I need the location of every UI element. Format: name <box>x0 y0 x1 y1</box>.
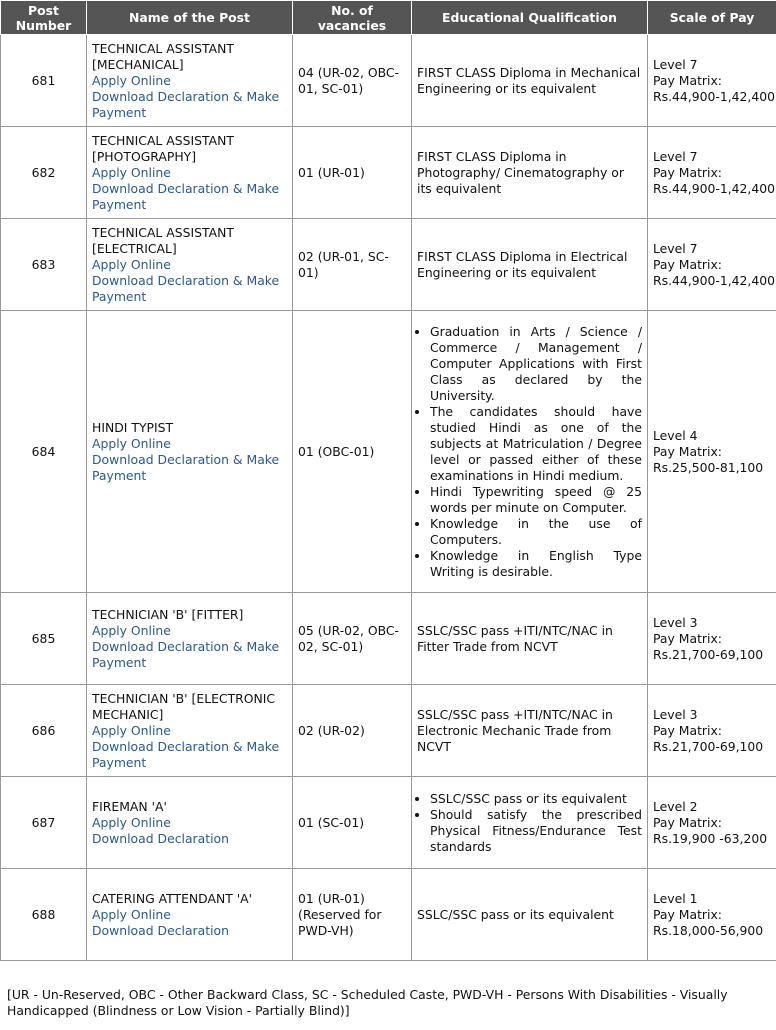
pay-matrix-label: Pay Matrix: <box>653 164 722 180</box>
post-name: [PHOTOGRAPHY] <box>92 148 197 164</box>
download-declaration-link[interactable]: Download Declaration & Make Payment <box>92 180 280 212</box>
pay-range: Rs.44,900-1,42,400 <box>653 180 776 196</box>
pay-level: Level 7 <box>653 148 698 164</box>
apply-online-link[interactable]: Apply Online <box>92 622 171 638</box>
vacancies: 02 (UR-01, SC-01) <box>293 219 412 311</box>
apply-online-link[interactable]: Apply Online <box>92 906 171 922</box>
qualification <box>412 777 648 869</box>
post-name: TECHNICAL ASSISTANT <box>92 132 234 148</box>
qualification-list <box>417 791 642 855</box>
pay-scale <box>648 685 776 777</box>
pay-range: Rs.18,000-56,900 <box>653 922 764 938</box>
table-row <box>1 685 776 777</box>
apply-online-link[interactable]: Apply Online <box>92 814 171 830</box>
vacancies: 01 (UR-01) <box>293 127 412 219</box>
apply-online-link[interactable]: Apply Online <box>92 164 171 180</box>
post-name: TECHNICAL ASSISTANT <box>92 224 234 240</box>
pay-level: Level 4 <box>653 427 698 443</box>
vacancies: 04 (UR-02, OBC-01, SC-01) <box>293 35 412 127</box>
pay-matrix-label: Pay Matrix: <box>653 906 722 922</box>
table-row <box>1 777 776 869</box>
pay-range: Rs.21,700-69,100 <box>653 738 764 754</box>
footnote: [UR - Un-Reserved, OBC - Other Backward Class, SC - Scheduled Caste, PWD-VH - Persons With Disabilities - Visually Handicapped (Blindness or Low Vision - Partially Blind)] <box>0 960 776 1019</box>
pay-range: Rs.21,700-69,100 <box>653 646 764 662</box>
post-name-cell <box>87 869 293 961</box>
table-header-row <box>1 1 776 35</box>
qualification: SSLC/SSC pass or its equivalent <box>412 869 648 961</box>
vacancies: 01 (SC-01) <box>293 777 412 869</box>
post-number: 685 <box>1 593 87 685</box>
post-name: CATERING ATTENDANT 'A' <box>92 890 253 906</box>
qualification: SSLC/SSC pass +ITI/NTC/NAC in Fitter Trade from NCVT <box>412 593 648 685</box>
vacancies: 02 (UR-02) <box>293 685 412 777</box>
header-vacancies: No. of vacancies <box>293 1 412 35</box>
download-declaration-link[interactable]: Download Declaration & Make Payment <box>92 272 280 304</box>
table-row <box>1 219 776 311</box>
qualification-item: • Hindi Typewriting speed @ 25 words per minute on Computer. <box>430 484 642 516</box>
download-declaration-link[interactable]: Download Declaration & Make Payment <box>92 638 280 670</box>
post-name-cell <box>87 593 293 685</box>
qualification <box>412 311 648 593</box>
pay-matrix-label: Pay Matrix: <box>653 256 722 272</box>
post-number: 683 <box>1 219 87 311</box>
post-name: TECHNICIAN 'B' [FITTER] <box>92 606 244 622</box>
qualification: FIRST CLASS Diploma in Photography/ Cinematography or its equivalent <box>412 127 648 219</box>
qualification-item: • Knowledge in the use of Computers. <box>430 516 642 548</box>
pay-scale <box>648 127 776 219</box>
post-name-cell <box>87 311 293 593</box>
download-declaration-link[interactable]: Download Declaration & Make Payment <box>92 451 280 483</box>
pay-matrix-label: Pay Matrix: <box>653 72 722 88</box>
pay-range: Rs.44,900-1,42,400 <box>653 88 776 104</box>
table-row <box>1 35 776 127</box>
pay-scale <box>648 219 776 311</box>
pay-level: Level 1 <box>653 890 698 906</box>
post-name: TECHNICIAN 'B' [ELECTRONIC MECHANIC] <box>92 690 276 722</box>
pay-matrix-label: Pay Matrix: <box>653 630 722 646</box>
download-declaration-link[interactable]: Download Declaration & Make Payment <box>92 88 280 120</box>
qualification-item: • Knowledge in English Type Writing is desirable. <box>430 548 642 580</box>
pay-scale <box>648 777 776 869</box>
apply-online-link[interactable]: Apply Online <box>92 435 171 451</box>
qualification-list <box>417 324 642 580</box>
vacancies: 01 (OBC-01) <box>293 311 412 593</box>
pay-range: Rs.19,900 -63,200 <box>653 830 768 846</box>
post-number: 681 <box>1 35 87 127</box>
header-qualification: Educational Qualification <box>412 1 648 35</box>
post-name: TECHNICAL ASSISTANT <box>92 40 234 56</box>
qualification-item: • The candidates should have studied Hindi as one of the subjects at Matriculation / Degree level or passed either of these examinations in Hindi medium. <box>430 404 642 484</box>
apply-online-link[interactable]: Apply Online <box>92 722 171 738</box>
apply-online-link[interactable]: Apply Online <box>92 256 171 272</box>
table-row <box>1 593 776 685</box>
vacancies: 01 (UR-01) (Reserved for PWD-VH) <box>293 869 412 961</box>
post-number: 688 <box>1 869 87 961</box>
pay-level: Level 3 <box>653 706 698 722</box>
pay-range: Rs.44,900-1,42,400 <box>653 272 776 288</box>
qualification-item: • Should satisfy the prescribed Physical Fitness/Endurance Test standards <box>430 807 642 855</box>
post-number: 684 <box>1 311 87 593</box>
qualification-item: • Graduation in Arts / Science / Commerce / Management / Computer Applications with First Class as declared by the University. <box>430 324 642 404</box>
pay-matrix-label: Pay Matrix: <box>653 722 722 738</box>
table-row <box>1 311 776 593</box>
pay-range: Rs.25,500-81,100 <box>653 459 764 475</box>
pay-scale <box>648 593 776 685</box>
post-name: FIREMAN 'A' <box>92 798 167 814</box>
pay-level: Level 7 <box>653 240 698 256</box>
pay-level: Level 3 <box>653 614 698 630</box>
table-row <box>1 869 776 961</box>
post-name: HINDI TYPIST <box>92 419 174 435</box>
pay-scale <box>648 35 776 127</box>
post-name-cell <box>87 127 293 219</box>
post-number: 687 <box>1 777 87 869</box>
pay-scale <box>648 869 776 961</box>
post-name-cell <box>87 685 293 777</box>
qualification: FIRST CLASS Diploma in Electrical Engineering or its equivalent <box>412 219 648 311</box>
download-declaration-link[interactable]: Download Declaration <box>92 830 229 846</box>
qualification-item: • SSLC/SSC pass or its equivalent <box>430 791 642 807</box>
pay-level: Level 2 <box>653 798 698 814</box>
pay-matrix-label: Pay Matrix: <box>653 814 722 830</box>
post-name-cell <box>87 777 293 869</box>
post-number: 686 <box>1 685 87 777</box>
post-name-cell <box>87 219 293 311</box>
header-name: Name of the Post <box>87 1 293 35</box>
pay-level: Level 7 <box>653 56 698 72</box>
header-pay: Scale of Pay <box>648 1 776 35</box>
table-row <box>1 127 776 219</box>
pay-scale <box>648 311 776 593</box>
qualification: FIRST CLASS Diploma in Mechanical Engineering or its equivalent <box>412 35 648 127</box>
post-number: 682 <box>1 127 87 219</box>
post-name-cell <box>87 35 293 127</box>
qualification: SSLC/SSC pass +ITI/NTC/NAC in Electronic Mechanic Trade from NCVT <box>412 685 648 777</box>
download-declaration-link[interactable]: Download Declaration <box>92 922 229 938</box>
pay-matrix-label: Pay Matrix: <box>653 443 722 459</box>
apply-online-link[interactable]: Apply Online <box>92 72 171 88</box>
post-name: [ELECTRICAL] <box>92 240 177 256</box>
download-declaration-link[interactable]: Download Declaration & Make Payment <box>92 738 280 770</box>
post-name: [MECHANICAL] <box>92 56 184 72</box>
header-post-number: Post Number <box>1 1 87 35</box>
vacancies: 05 (UR-02, OBC-02, SC-01) <box>293 593 412 685</box>
